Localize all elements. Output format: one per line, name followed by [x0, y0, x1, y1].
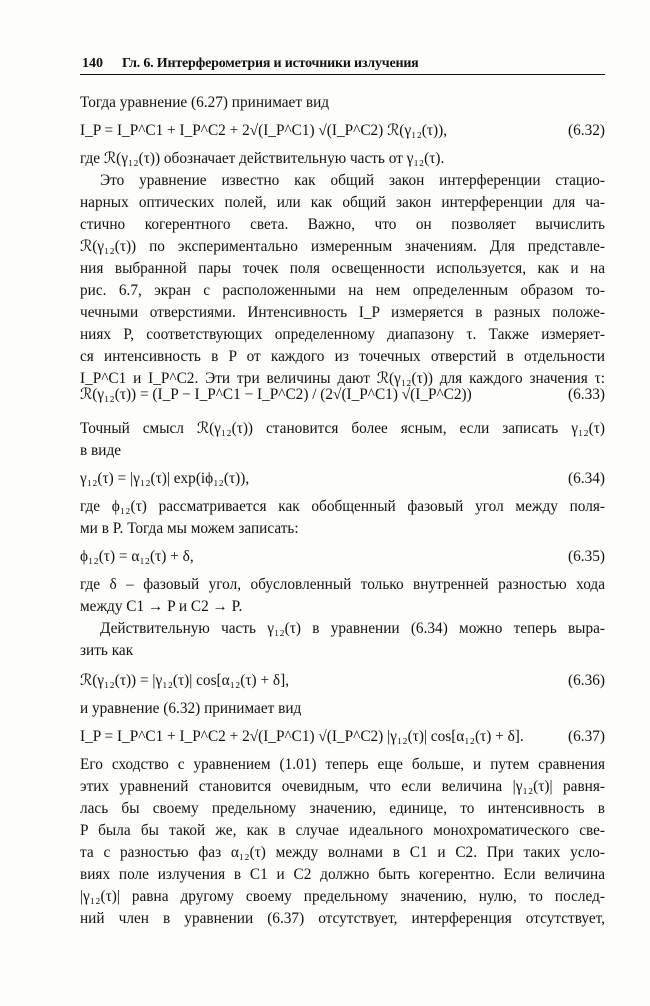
- page-number: 140: [82, 56, 103, 71]
- text-line: виях поле излучения в C1 и C2 должно быть когерентно. Если величина: [80, 866, 605, 883]
- text-line: ний член в уравнении (6.37) отсутствует, интерференция отсутствует,: [80, 910, 605, 927]
- text-line: этих уравнений становится очевидным, что если величина |γ₁₂(τ)| равня-: [80, 778, 605, 795]
- equation-number: (6.34): [568, 470, 605, 487]
- text-line: ния выбранной пары точек поля освещенности используется, как и на: [80, 260, 605, 277]
- text-line: ℛ(γ₁₂(τ)) по экспериментально измеренным значениям. Для представле-: [80, 238, 605, 255]
- text-line: Тогда уравнение (6.27) принимает вид: [80, 94, 330, 111]
- page-header: [82, 52, 602, 74]
- text-line: где ℛ(γ₁₂(τ)) обозначает действительную часть от γ₁₂(τ).: [80, 150, 445, 167]
- equation-formula: ℛ(γ₁₂(τ)) = (I_P − I_P^C1 − I_P^C2) / (2√(I_P^C1) √(I_P^C2)): [80, 386, 472, 403]
- equation-formula: I_P = I_P^C1 + I_P^C2 + 2√(I_P^C1) √(I_P^C2) ℛ(γ₁₂(τ)),: [80, 122, 448, 139]
- equation-number: (6.33): [568, 386, 605, 403]
- text-line: |γ₁₂(τ)| равна другому своему предельному значению, нулю, то послед-: [80, 888, 605, 905]
- equation-formula: ϕ₁₂(τ) = α₁₂(τ) + δ,: [80, 548, 194, 565]
- text-line: Его сходство с уравнением (1.01) теперь еще больше, и путем сравнения: [80, 756, 605, 773]
- text-line: стично когерентного света. Важно, что он позволяет вычислить: [80, 216, 605, 233]
- text-line: ми в P. Тогда мы можем записать:: [80, 520, 299, 537]
- text-line: Действительную часть γ₁₂(τ) в уравнении (6.34) можно теперь выра-: [100, 620, 605, 637]
- text-line: Это уравнение известно как общий закон интерференции стацио-: [100, 172, 605, 189]
- header-rule: [80, 74, 605, 75]
- text-line: P была бы такой же, как в случае идеального монохроматического све-: [80, 822, 605, 839]
- text-line: где ϕ₁₂(τ) рассматривается как обобщенный фазовый угол между поля-: [80, 498, 605, 515]
- text-line: ниях P, соответствующих определенному диапазону τ. Также измеряет-: [80, 326, 605, 343]
- running-title: Гл. 6. Интерферометрия и источники излучения: [122, 56, 419, 71]
- text-line: рис. 6.7, экран с расположенными на нем определенным образом то-: [80, 282, 605, 299]
- equation-formula: I_P = I_P^C1 + I_P^C2 + 2√(I_P^C1) √(I_P^C2) |γ₁₂(τ)| cos[α₁₂(τ) + δ].: [80, 728, 524, 745]
- text-line: ся интенсивность в P от каждого из точечных отверстий в отдельности: [80, 348, 605, 365]
- equation-number: (6.35): [568, 548, 605, 565]
- text-line: где δ – фазовый угол, обусловленный только внутренней разностью хода: [80, 576, 605, 593]
- text-line: Точный смысл ℛ(γ₁₂(τ)) становится более ясным, если записать γ₁₂(τ): [80, 420, 605, 437]
- text-line: в виде: [80, 442, 122, 459]
- equation-number: (6.32): [568, 122, 605, 139]
- equation-number: (6.36): [568, 672, 605, 689]
- text-line: та с разностью фаз α₁₂(τ) между волнами в C1 и C2. При таких усло-: [80, 844, 605, 861]
- text-line: I_P^C1 и I_P^C2. Эти три величины дают ℛ(γ₁₂(τ)) для каждого значения τ:: [80, 370, 605, 387]
- text-line: чечными отверстиями. Интенсивность I_P измеряется в разных положе-: [80, 304, 605, 321]
- text-line: нарных оптических полей, или как общий закон интерференции для ча-: [80, 194, 605, 211]
- equation-formula: γ₁₂(τ) = |γ₁₂(τ)| exp(iϕ₁₂(τ)),: [80, 470, 250, 487]
- equation-number: (6.37): [568, 728, 605, 745]
- text-line: и уравнение (6.32) принимает вид: [80, 700, 302, 717]
- equation-formula: ℛ(γ₁₂(τ)) = |γ₁₂(τ)| cos[α₁₂(τ) + δ],: [80, 672, 290, 689]
- text-line: между C1 → P и C2 → P.: [80, 598, 243, 615]
- text-line: лась бы своему предельному значению, единице, то интенсивность в: [80, 800, 605, 817]
- text-line: зить как: [80, 642, 134, 659]
